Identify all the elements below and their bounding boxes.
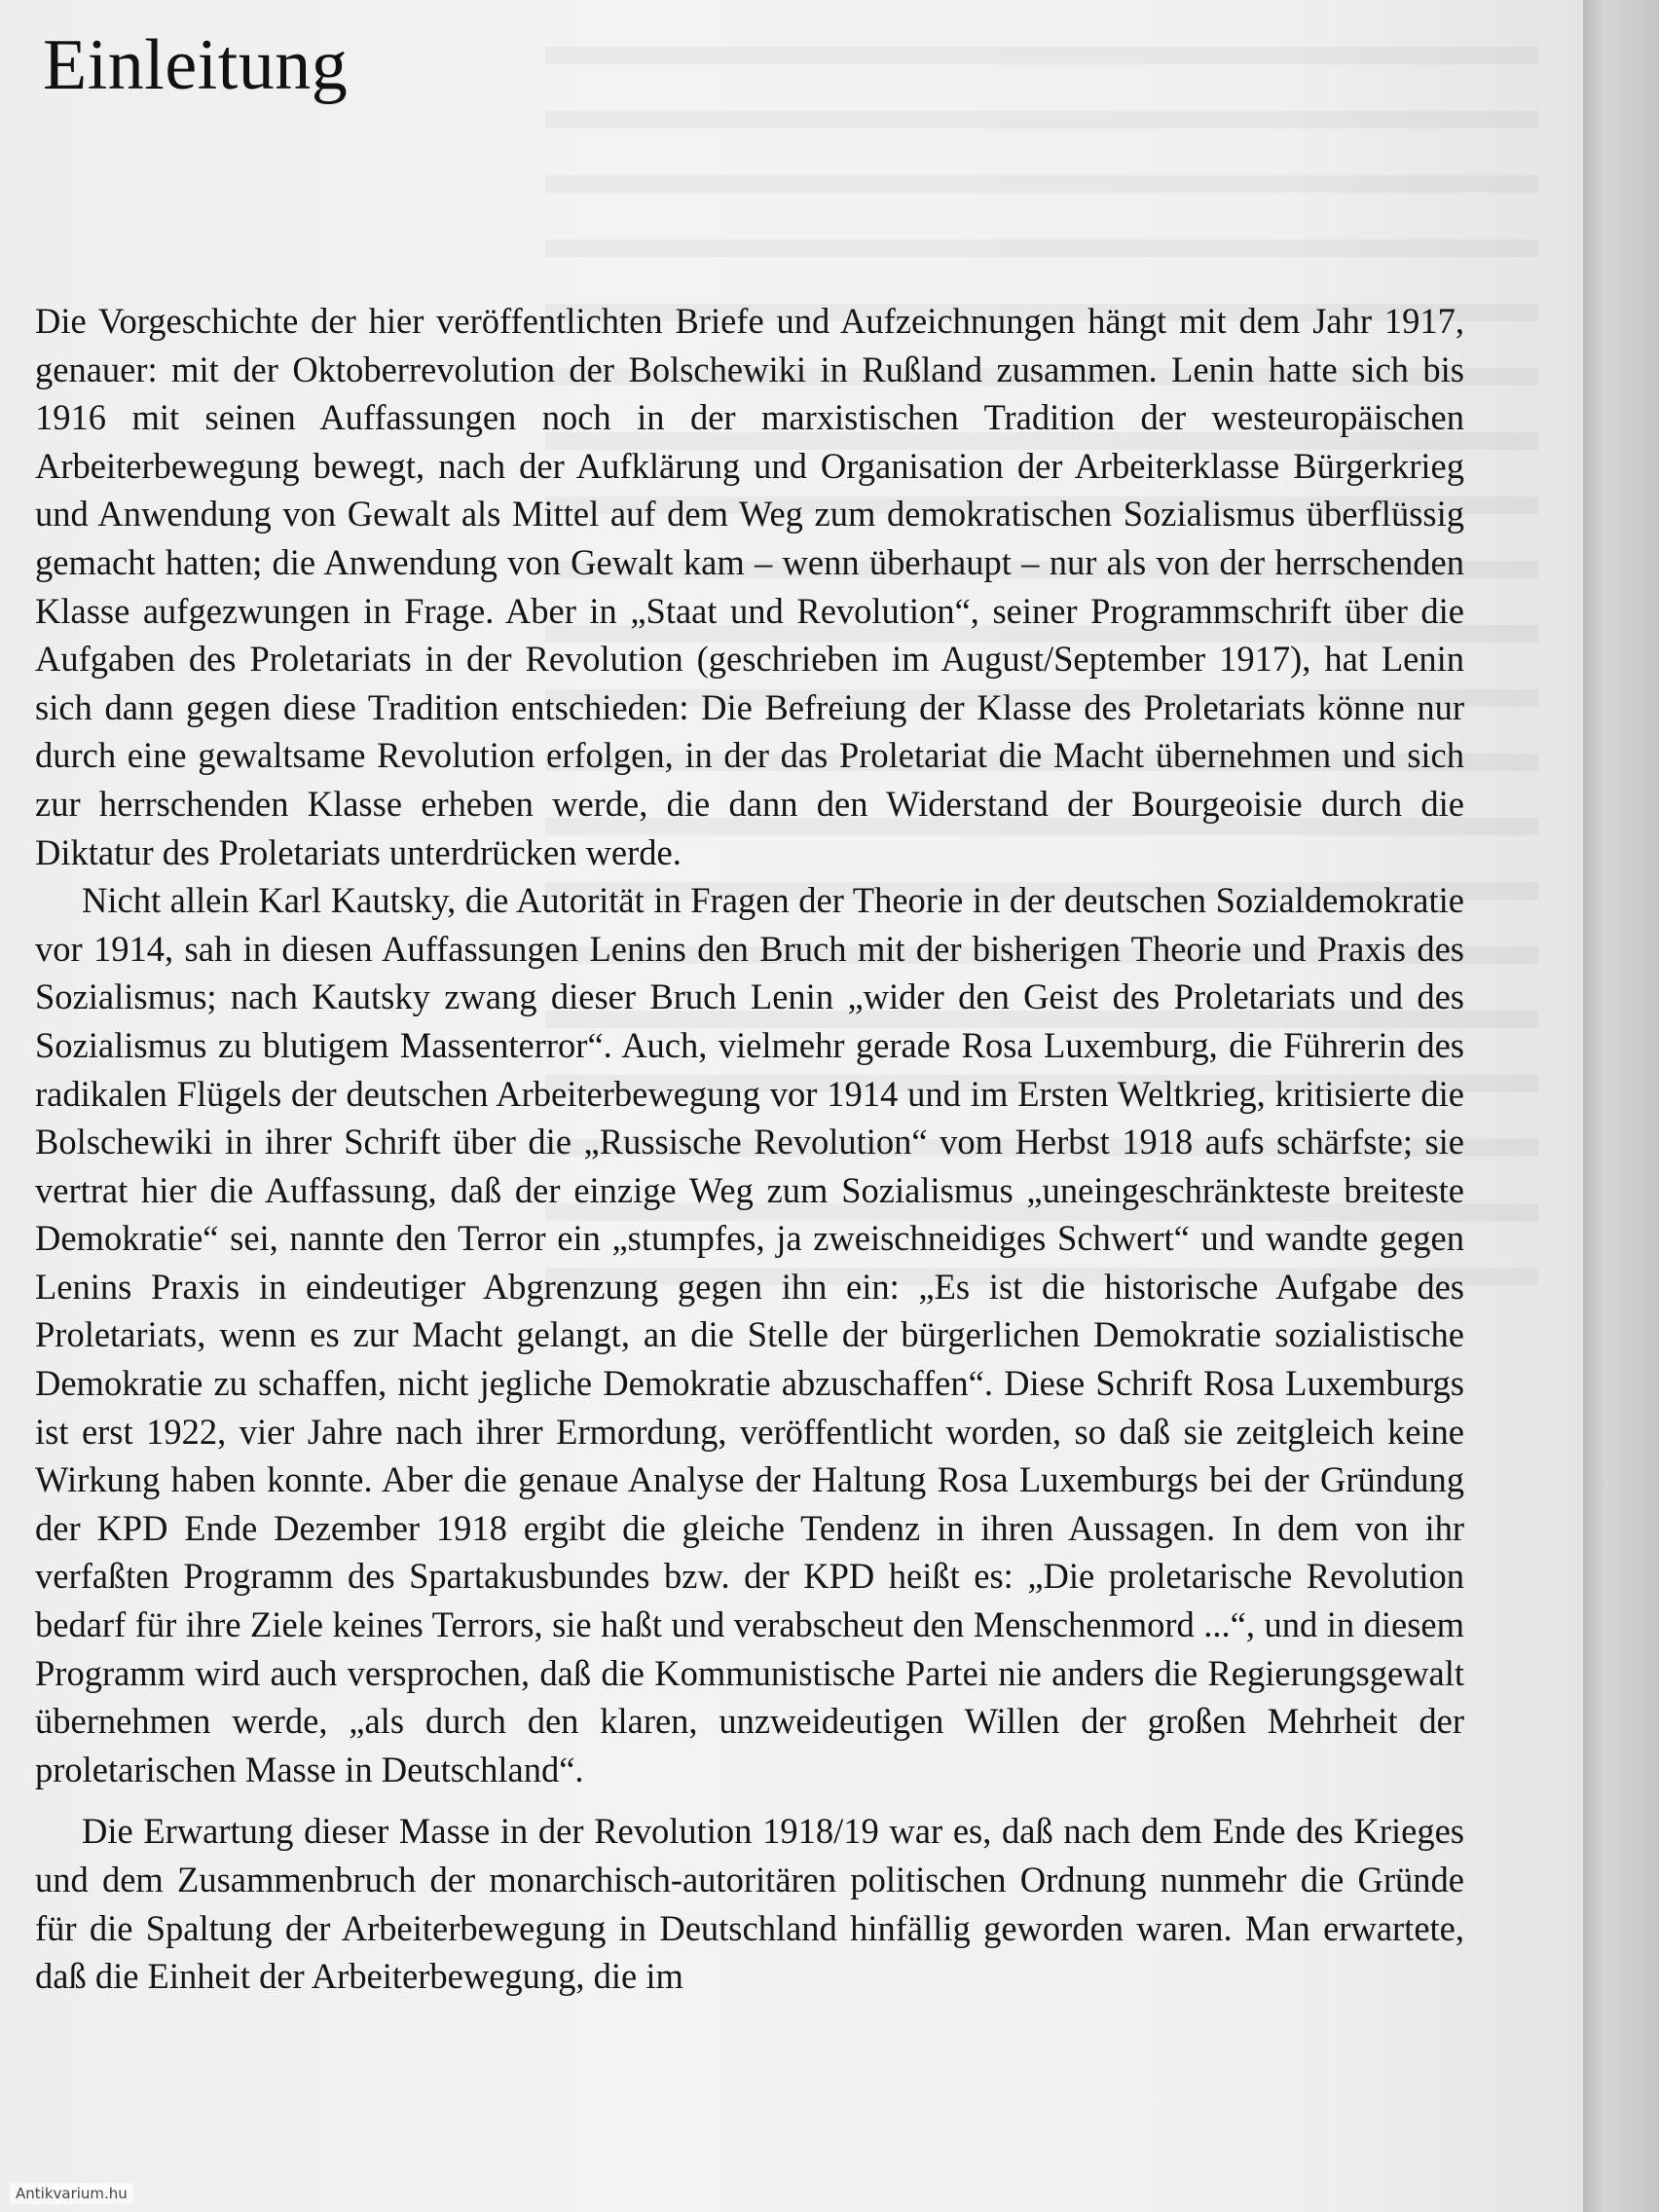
- chapter-heading: Einleitung: [43, 25, 349, 105]
- paragraph-2: Nicht allein Karl Kautsky, die Autorität in Fragen der Theorie in der deutschen Sozialdemokratie vor 1914, sah in diesen Auffassungen Lenins den Bruch mit der bisherigen Theorie und Praxis des Sozialismus; nach Kautsky zwang dieser Bruch Lenin „wider den Geist des Proletariats und des Sozialismus zu blutigem Massenterror“. Auch, vielmehr gerade Rosa Luxemburg, die Führerin des radikalen Flügels der deutschen Arbeiterbewegung vor 1914 und im Ersten Weltkrieg, kritisierte die Bolschewiki in ihrer Schrift über die „Russische Revolution“ vom Herbst 1918 aufs schärfste; sie vertrat hier die Auffassung, daß der einzige Weg zum Sozialismus „uneingeschränkteste breiteste Demokratie“ sei, nannte den Terror ein „stumpfes, ja zweischneidiges Schwert“ und wandte gegen Lenins Praxis in eindeutiger Abgrenzung gegen ihn ein: „Es ist die historische Aufgabe des Proletariats, wenn es zur Macht gelangt, an die Stelle der bürgerlichen Demokratie sozialistische Demokratie zu schaffen, nicht jegliche Demokratie abzuschaffen“. Diese Schrift Rosa Luxemburgs ist erst 1922, vier Jahre nach ihrer Ermordung, veröffentlicht worden, so daß sie zeitgleich keine Wirkung haben konnte. Aber die genaue Analyse der Haltung Rosa Luxemburgs bei der Gründung der KPD Ende Dezember 1918 ergibt die gleiche Tendenz in ihren Aussagen. In dem von ihr verfaßten Programm des Spartakusbundes bzw. der KPD heißt es: „Die proletarische Revolution bedarf für ihre Ziele keines Terrors, sie haßt und verabscheut den Menschenmord ...“, und in diesem Programm wird auch versprochen, daß die Kommunistische Partei nie anders die Regierungsgewalt übernehmen werde, „als durch den klaren, unzweideutigen Willen der großen Mehrheit der proletarischen Masse in Deutschland“.: [35, 880, 1464, 1789]
- paragraph-1: Die Vorgeschichte der hier veröffentlichten Briefe und Aufzeichnungen hängt mit dem Jahr 1917, genauer: mit der Oktoberrevolution der Bolschewiki in Rußland zusammen. Lenin hatte sich bis 1916 mit seinen Auffassungen noch in der marxistischen Tradition der westeuropäischen Arbeiterbewegung bewegt, nach der Aufklärung und Organisation der Arbeiterklasse Bürgerkrieg und Anwendung von Gewalt als Mittel auf dem Weg zum demokratischen Sozialismus überflüssig gemacht hatten; die Anwendung von Gewalt kam – wenn überhaupt – nur als von der herrschenden Klasse aufgezwungen in Frage. Aber in „Staat und Revolution“, seiner Programmschrift über die Aufgaben des Proletariats in der Revolution (geschrieben im August/September 1917), hat Lenin sich dann gegen diese Tradition entschieden: Die Befreiung der Klasse des Proletariats könne nur durch eine gewaltsame Revolution erfolgen, in der das Proletariat die Macht übernehmen und sich zur herrschenden Klasse erheben werde, die dann den Widerstand der Bourgeoisie durch die Diktatur des Proletariats unterdrücken werde.: [35, 301, 1464, 872]
- body-text: [35, 297, 1464, 2001]
- watermark-label: Antikvarium.hu: [10, 2183, 133, 2204]
- page-edge: [1583, 0, 1659, 2212]
- paragraph-3: Die Erwartung dieser Masse in der Revolution 1918/19 war es, daß nach dem Ende des Krieges und dem Zusammenbruch der monarchisch-autoritären politischen Ordnung nunmehr die Gründe für die Spaltung der Arbeiterbewegung in Deutschland hinfällig geworden waren. Man erwartete, daß die Einheit der Arbeiterbewegung, die im: [35, 1811, 1464, 1997]
